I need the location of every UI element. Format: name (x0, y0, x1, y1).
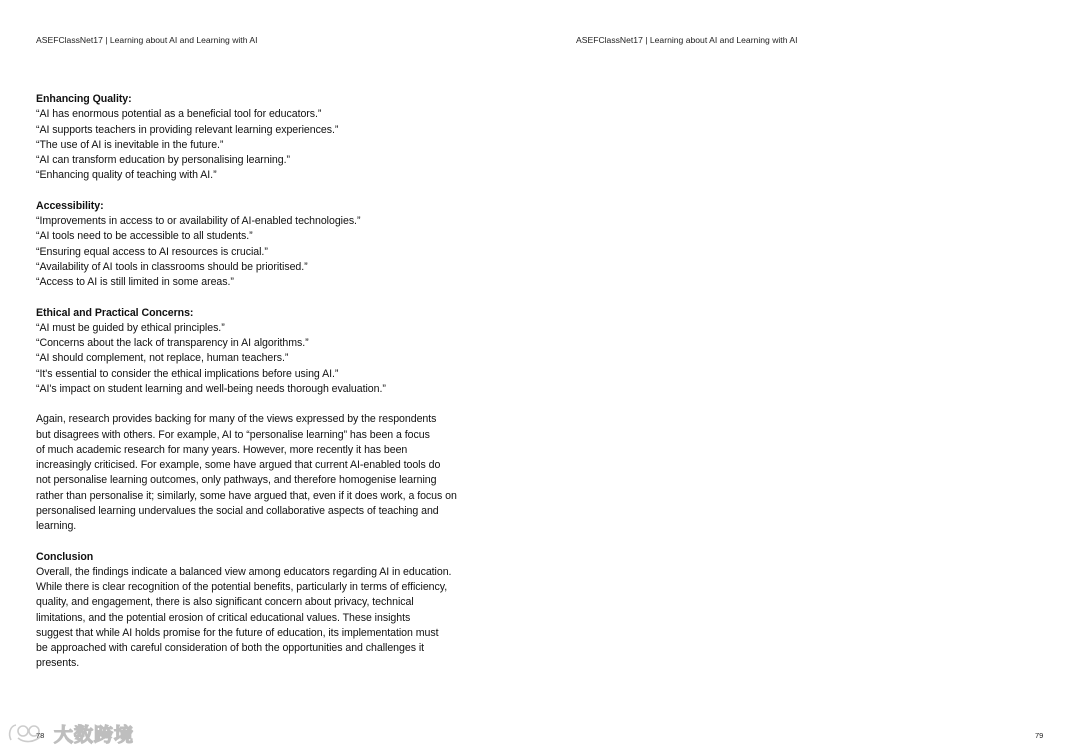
quote-line: “The use of AI is inevitable in the future.” (36, 138, 224, 151)
quote-line: “Access to AI is still limited in some areas.” (36, 276, 234, 288)
quote-line: “AI can transform education by personalising learning.” (36, 154, 290, 166)
quote-line: “AI must be guided by ethical principles.” (36, 321, 225, 334)
conclusion-line: While there is clear recognition of the potential benefits, particularly in terms of efficiency, (36, 581, 448, 593)
paragraph-line: but disagrees with others. For example, AI to “personalise learning” has been a focus (36, 428, 430, 441)
quote-line: “AI has enormous potential as a beneficial tool for educators.” (36, 108, 322, 121)
main-text (36, 92, 506, 672)
conclusion-line: be approached with careful consideration of both the opportunities and challenges it (36, 642, 425, 654)
conclusion-line: limitations, and the potential erosion of critical educational values. These insights (36, 611, 411, 624)
section-ethical-concerns (36, 306, 506, 398)
page-number-right: 79 (1035, 731, 1044, 740)
quote-line: “Ensuring equal access to AI resources is crucial.” (36, 245, 268, 258)
conclusion-line: suggest that while AI holds promise for the future of education, its implementation must (36, 626, 439, 639)
page-number-left: 78 (36, 731, 45, 740)
paragraph-line: personalised learning undervalues the social and collaborative aspects of teaching and (36, 504, 439, 517)
section-enhancing-quality (36, 92, 506, 184)
right-page (540, 0, 1080, 752)
running-header-left: ASEFClassNet17 | Learning about AI and Learning with AI (36, 35, 258, 45)
paragraph-line: rather than personalise it; similarly, some have argued that, even if it does work, a focus on (36, 489, 457, 502)
paragraph-line: Again, research provides backing for many of the views expressed by the respondents (36, 413, 437, 426)
conclusion-line: presents. (36, 657, 80, 670)
watermark-text: 大数跨境 (54, 723, 135, 746)
running-header-right: ASEFClassNet17 | Learning about AI and Learning with AI (576, 35, 798, 45)
section-conclusion (36, 550, 506, 672)
section-heading: Ethical and Practical Concerns: (36, 306, 194, 319)
quote-line: “AI tools need to be accessible to all students.” (36, 230, 253, 243)
section-heading: Enhancing Quality: (36, 93, 132, 105)
quote-line: “AI should complement, not replace, human teachers.” (36, 352, 289, 365)
watermark-logo-icon (6, 720, 48, 746)
quote-line: “AI supports teachers in providing relevant learning experiences.” (36, 123, 339, 136)
quote-line: “Availability of AI tools in classrooms should be prioritised.” (36, 260, 308, 273)
quote-line: “Improvements in access to or availability of AI-enabled technologies.” (36, 215, 361, 227)
discussion-paragraph (36, 412, 506, 534)
section-heading: Conclusion (36, 550, 94, 563)
quote-line: “AI's impact on student learning and well-being needs thorough evaluation.” (36, 382, 386, 395)
watermark (6, 718, 134, 748)
paragraph-line: of much academic research for many years. However, more recently it has been (36, 443, 408, 456)
conclusion-line: quality, and engagement, there is also significant concern about privacy, technical (36, 596, 414, 609)
paragraph-line: learning. (36, 520, 77, 532)
quote-line: “Enhancing quality of teaching with AI.” (36, 169, 217, 182)
conclusion-line: Overall, the findings indicate a balanced view among educators regarding AI in education. (36, 565, 452, 578)
paragraph-line: increasingly criticised. For example, some have argued that current AI-enabled tools do (36, 459, 441, 471)
section-heading: Accessibility: (36, 199, 104, 212)
quote-line: “Concerns about the lack of transparency in AI algorithms.” (36, 337, 309, 349)
section-accessibility (36, 199, 506, 291)
quote-line: “It's essential to consider the ethical implications before using AI.” (36, 367, 339, 380)
paragraph-line: not personalise learning outcomes, only pathways, and therefore homogenise learning (36, 474, 437, 487)
